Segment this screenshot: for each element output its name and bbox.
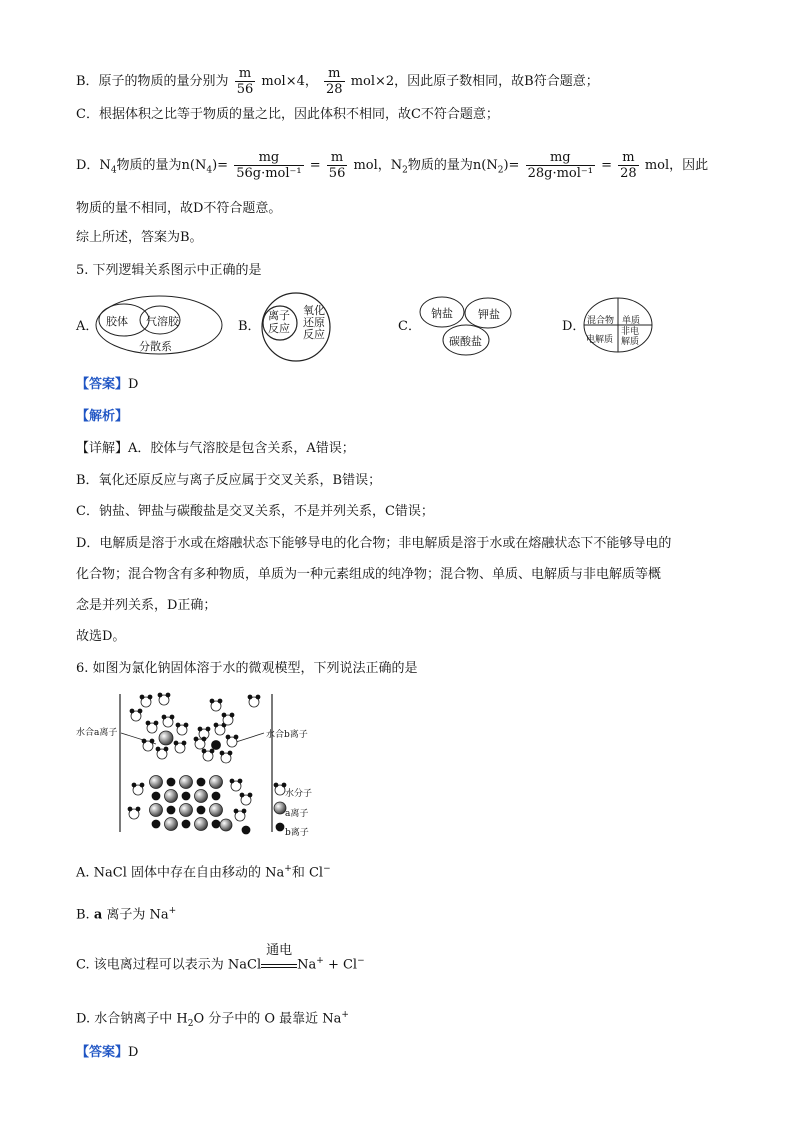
q6-opt-d bbox=[76, 1006, 349, 1033]
q5-analysis-tag bbox=[76, 408, 128, 426]
q5-answer bbox=[76, 376, 138, 394]
a-ion bbox=[165, 790, 178, 803]
hydrogen-atom bbox=[238, 779, 242, 783]
detail-tag: 【详解】 bbox=[76, 441, 129, 456]
venn-d-element: 单质 bbox=[622, 316, 641, 326]
denominator: 28 bbox=[620, 166, 637, 181]
numerator: m bbox=[235, 66, 256, 82]
answer-value: D bbox=[128, 1045, 139, 1060]
text: = bbox=[309, 158, 321, 173]
venn-a-colloid: 胶体 bbox=[106, 315, 128, 328]
b-ion bbox=[242, 826, 250, 834]
answer-value: D bbox=[128, 377, 139, 392]
b-ion bbox=[152, 792, 160, 800]
text: D. 水合钠离子中 H bbox=[76, 1011, 188, 1027]
numerator: mg bbox=[526, 150, 595, 166]
text: B. bbox=[76, 907, 94, 923]
q6-answer bbox=[76, 1044, 138, 1062]
hydrogen-atom bbox=[170, 715, 174, 719]
a-ion bbox=[150, 776, 163, 789]
hydrogen-atom bbox=[136, 807, 140, 811]
b-ion bbox=[197, 806, 205, 814]
text: mol×2，因此原子数相同，故B符合题意； bbox=[350, 74, 599, 89]
venn-b-ionic: 离子反应 bbox=[268, 309, 290, 335]
text: + Cl bbox=[323, 957, 358, 973]
item-d-previous-line2: 物质的量不相同，故D不符合题意。 bbox=[76, 201, 282, 216]
a-ion bbox=[210, 776, 223, 789]
hydrogen-atom bbox=[128, 807, 132, 811]
subscript: 2 bbox=[187, 1018, 194, 1029]
venn-d-mixture: 混合物 bbox=[587, 316, 615, 326]
a-ion bbox=[195, 818, 208, 831]
hydrogen-atom bbox=[248, 793, 252, 797]
superscript: + bbox=[316, 956, 324, 966]
hydrogen-atom bbox=[248, 695, 252, 699]
superscript: − bbox=[323, 864, 331, 874]
fraction bbox=[324, 66, 345, 97]
item-d-previous bbox=[76, 150, 708, 181]
hydrogen-atom bbox=[148, 695, 152, 699]
hydrogen-atom bbox=[202, 737, 206, 741]
a-ion bbox=[220, 819, 232, 831]
hydrogen-atom bbox=[240, 793, 244, 797]
text: )= bbox=[503, 158, 520, 173]
hydrogen-atom bbox=[210, 749, 214, 753]
fraction bbox=[327, 150, 348, 181]
hydrogen-atom bbox=[206, 727, 210, 731]
hydrogen-atom bbox=[174, 741, 178, 745]
q6-opt-b bbox=[76, 902, 176, 924]
hydrogen-atom bbox=[154, 721, 158, 725]
q5-detail-d3: 念是并列关系，D正确； bbox=[76, 598, 217, 613]
superscript: + bbox=[341, 1010, 349, 1020]
subscript: 4 bbox=[206, 165, 213, 176]
hydrogen-atom bbox=[210, 699, 214, 703]
q5-opt-c-label: C． bbox=[398, 319, 421, 334]
item-b-previous bbox=[76, 66, 599, 97]
q6-stem: 6. 如图为氯化钠固体溶于水的微观模型，下列说法正确的是 bbox=[76, 661, 418, 676]
a-ion bbox=[165, 818, 178, 831]
subscript: 2 bbox=[402, 165, 408, 176]
legend-a: a离子 bbox=[285, 809, 309, 819]
q5-stem: 5. 下列逻辑关系图示中正确的是 bbox=[76, 263, 262, 278]
superscript: − bbox=[357, 956, 365, 966]
denominator: 56 bbox=[236, 82, 254, 97]
venn-a-dispersion: 分散系 bbox=[139, 340, 172, 353]
hydrogen-atom bbox=[184, 723, 188, 727]
hydrogen-atom bbox=[164, 747, 168, 751]
a-ion bbox=[195, 790, 208, 803]
venn-c-potassium: 钾盐 bbox=[478, 308, 500, 321]
q5-detail-c: C．钠盐、钾盐与碳酸盐是交叉关系，不是并列关系，C错误； bbox=[76, 504, 434, 519]
fraction bbox=[235, 66, 256, 97]
hydrogen-atom bbox=[166, 693, 170, 697]
hydrogen-atom bbox=[202, 749, 206, 753]
hydrogen-atom bbox=[132, 783, 136, 787]
hydrogen-atom bbox=[274, 783, 278, 787]
q5-detail-b: B．氧化还原反应与离子反应属于交叉关系，B错误； bbox=[76, 473, 382, 488]
hydrogen-atom bbox=[220, 751, 224, 755]
text: Na bbox=[297, 957, 317, 973]
text: 离子为 Na bbox=[102, 907, 169, 923]
fraction bbox=[234, 150, 303, 181]
text: B．原子的物质的量分别为 bbox=[76, 74, 229, 89]
detail-text: A．胶体与气溶胶是包含关系，A错误； bbox=[128, 441, 355, 456]
hydrogen-atom bbox=[150, 739, 154, 743]
venn-d-nonelectrolyte: 非电解质 bbox=[621, 327, 640, 347]
q5-opt-d-label: D． bbox=[562, 319, 586, 334]
b-ion bbox=[212, 820, 220, 828]
denominator: 28g·mol⁻¹ bbox=[527, 166, 593, 181]
answer-tag: 【答案】 bbox=[76, 1045, 129, 1060]
hydrogen-atom bbox=[142, 739, 146, 743]
q5-detail-d1: D．电解质是溶于水或在熔融状态下能够导电的化合物；非电解质是溶于水或在熔融状态下不能够导电的 bbox=[76, 536, 672, 551]
hydrogen-atom bbox=[182, 741, 186, 745]
q5-detail-a bbox=[76, 440, 355, 458]
subscript: 2 bbox=[497, 165, 504, 176]
text: 物质的量为n(N bbox=[407, 158, 498, 173]
venn-d-electrolyte: 电解质 bbox=[586, 335, 614, 345]
fraction bbox=[526, 150, 595, 181]
text: A. NaCl 固体中存在自由移动的 Na bbox=[76, 865, 285, 881]
legend-water: 水分子 bbox=[285, 789, 313, 799]
q5-conclusion: 故选D。 bbox=[76, 629, 126, 644]
fraction bbox=[618, 150, 639, 181]
item-c-previous: C．根据体积之比等于物质的量之比，因此体积不相同，故C不符合题意； bbox=[76, 107, 499, 122]
hydrogen-atom bbox=[156, 747, 160, 751]
hydrogen-atom bbox=[162, 715, 166, 719]
venn-b-redox: 氧化还原反应 bbox=[303, 304, 325, 341]
hydrogen-atom bbox=[242, 809, 246, 813]
q6-opt-c bbox=[76, 943, 365, 974]
denominator: 56g·mol⁻¹ bbox=[236, 166, 302, 181]
hydrogen-atom bbox=[234, 809, 238, 813]
hydrogen-atom bbox=[138, 709, 142, 713]
hydrogen-atom bbox=[234, 735, 238, 739]
reaction-arrow bbox=[261, 943, 297, 968]
superscript: + bbox=[168, 906, 177, 916]
text: O 分子中的 O 最靠近 Na bbox=[193, 1011, 342, 1027]
venn-c-carbonate: 碳酸盐 bbox=[449, 335, 482, 348]
hydrogen-atom bbox=[198, 727, 202, 731]
hydrogen-atom bbox=[218, 699, 222, 703]
hydrogen-atom bbox=[140, 783, 144, 787]
hydrogen-atom bbox=[130, 709, 134, 713]
hydrogen-atom bbox=[146, 721, 150, 725]
label-hydrated-b: 水合b离子 bbox=[266, 730, 308, 740]
b-ion bbox=[182, 820, 190, 828]
double-line bbox=[261, 964, 297, 968]
a-ion bbox=[210, 804, 223, 817]
hydrogen-atom bbox=[176, 723, 180, 727]
legend-b: b离子 bbox=[285, 828, 309, 838]
condition-text: 通电 bbox=[266, 943, 293, 959]
text: = bbox=[601, 158, 613, 173]
text: mol×4， bbox=[261, 74, 318, 89]
q6-opt-a bbox=[76, 860, 331, 882]
denominator: 28 bbox=[326, 82, 343, 97]
b-ion bbox=[212, 792, 220, 800]
hydrogen-atom bbox=[230, 713, 234, 717]
hydrogen-atom bbox=[228, 751, 232, 755]
analysis-tag: 【解析】 bbox=[76, 409, 129, 424]
text: D．N bbox=[76, 158, 111, 173]
q5-opt-b-label: B． bbox=[238, 319, 261, 334]
numerator: mg bbox=[234, 150, 303, 166]
hydrogen-atom bbox=[230, 779, 234, 783]
numerator: m bbox=[327, 150, 348, 166]
superscript: + bbox=[284, 864, 292, 874]
hydrogen-atom bbox=[158, 693, 162, 697]
hydrogen-atom bbox=[256, 695, 260, 699]
label-hydrated-a: 水合a离子 bbox=[76, 728, 118, 738]
text: mol，因此 bbox=[644, 158, 709, 173]
text: )= bbox=[212, 158, 229, 173]
a-ion bbox=[180, 776, 193, 789]
hydrogen-atom bbox=[214, 723, 218, 727]
b-ion bbox=[167, 806, 175, 814]
a-ion bbox=[150, 804, 163, 817]
answer-tag: 【答案】 bbox=[76, 377, 129, 392]
legend-b-ion bbox=[276, 823, 284, 831]
hydrogen-atom bbox=[222, 713, 226, 717]
text: 和 Cl bbox=[291, 865, 324, 881]
text: C. 该电离过程可以表示为 NaCl bbox=[76, 957, 262, 973]
numerator: m bbox=[618, 150, 639, 166]
subscript: 4 bbox=[110, 165, 117, 176]
text: a bbox=[93, 907, 103, 923]
text: mol，N bbox=[353, 158, 403, 173]
text: 物质的量为n(N bbox=[116, 158, 207, 173]
a-ion bbox=[159, 731, 173, 745]
q5-detail-d2: 化合物；混合物含有多种物质，单质为一种元素组成的纯净物；混合物、单质、电解质与非电解质等概 bbox=[76, 567, 662, 582]
q5-opt-a-label: A． bbox=[76, 319, 99, 334]
hydrogen-atom bbox=[226, 735, 230, 739]
a-ion bbox=[180, 804, 193, 817]
venn-c-sodium: 钠盐 bbox=[431, 307, 453, 320]
b-ion bbox=[197, 778, 205, 786]
venn-a-aerosol: 气溶胶 bbox=[146, 315, 179, 328]
b-ion bbox=[167, 778, 175, 786]
denominator: 56 bbox=[328, 166, 346, 181]
b-ion bbox=[152, 820, 160, 828]
hydrogen-atom bbox=[140, 695, 144, 699]
hydrogen-atom bbox=[194, 737, 198, 741]
b-ion bbox=[212, 741, 221, 750]
nacl-dissolution-model bbox=[76, 690, 316, 836]
numerator: m bbox=[324, 66, 345, 82]
summary: 综上所述，答案为B。 bbox=[76, 230, 203, 245]
b-ion bbox=[182, 792, 190, 800]
